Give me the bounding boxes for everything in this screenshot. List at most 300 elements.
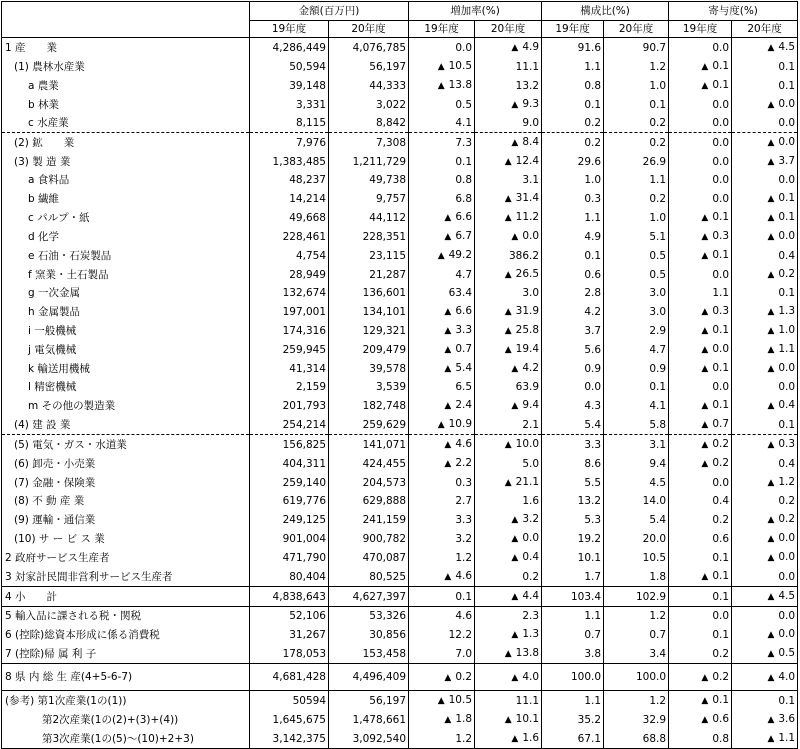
value-cell: 5.0: [475, 454, 542, 473]
value-cell: 2.9: [604, 321, 669, 340]
value-cell: [409, 691, 475, 711]
negative-triangle-icon: ▲: [511, 734, 519, 744]
row-label: 6 (控除)総資本形成に係る消費税: [2, 625, 250, 644]
negative-triangle-icon: ▲: [444, 440, 452, 450]
header-year-20: 20年度: [475, 21, 542, 38]
value-cell: [475, 189, 542, 208]
value-cell: 48,237: [250, 171, 329, 189]
value-cell: [475, 95, 542, 114]
value-text: 0.0: [778, 532, 796, 544]
value-text: 0.0: [778, 136, 796, 148]
table-row: [2, 114, 798, 133]
negative-triangle-icon: ▲: [504, 715, 512, 725]
table-row: [2, 302, 798, 321]
value-cell: 5.5: [542, 473, 604, 492]
value-cell: 0.0: [732, 567, 798, 587]
negative-triangle-icon: ▲: [444, 459, 452, 469]
value-cell: [669, 359, 732, 378]
value-text: 0.1: [712, 324, 730, 336]
row-label: 2 政府サービス生産者: [2, 548, 250, 567]
value-cell: [732, 664, 798, 691]
negative-triangle-icon: ▲: [504, 326, 512, 336]
negative-triangle-icon: ▲: [701, 232, 709, 242]
value-cell: [732, 38, 798, 58]
negative-triangle-icon: ▲: [767, 307, 775, 317]
value-cell: 29.6: [542, 152, 604, 171]
value-cell: [732, 189, 798, 208]
value-cell: [409, 208, 475, 227]
value-cell: [669, 435, 732, 455]
row-label: k 輸送用機械: [2, 359, 250, 378]
negative-triangle-icon: ▲: [767, 100, 775, 110]
value-cell: [732, 396, 798, 415]
value-text: 26.5: [515, 268, 540, 280]
value-text: 0.0: [778, 551, 796, 563]
value-cell: 629,888: [329, 492, 409, 510]
value-cell: 1.2: [604, 691, 669, 711]
value-text: 4.4: [522, 590, 540, 602]
value-cell: [732, 359, 798, 378]
value-cell: [475, 152, 542, 171]
value-cell: 1.1: [542, 57, 604, 76]
value-text: 0.4: [522, 551, 540, 563]
table-row: [2, 454, 798, 473]
table-row: [2, 510, 798, 529]
value-cell: 249,125: [250, 510, 329, 529]
value-cell: 3,539: [329, 378, 409, 396]
value-cell: 0.1: [542, 246, 604, 265]
row-label: (4) 建 設 業: [2, 415, 250, 435]
value-cell: 0.0: [669, 189, 732, 208]
value-cell: [732, 302, 798, 321]
negative-triangle-icon: ▲: [437, 81, 445, 91]
value-cell: [732, 265, 798, 284]
table-row: [2, 644, 798, 664]
value-cell: 0.9: [604, 359, 669, 378]
negative-triangle-icon: ▲: [504, 307, 512, 317]
value-text: 4.6: [455, 438, 473, 450]
value-cell: 21,287: [329, 265, 409, 284]
value-cell: 90.7: [604, 38, 669, 58]
negative-triangle-icon: ▲: [767, 649, 775, 659]
value-cell: [669, 664, 732, 691]
table-row: [2, 359, 798, 378]
negative-triangle-icon: ▲: [767, 232, 775, 242]
negative-triangle-icon: ▲: [504, 649, 512, 659]
value-text: 2.4: [455, 399, 473, 411]
header-row-groups: [2, 2, 798, 21]
header-year-20: 20年度: [329, 21, 409, 38]
value-cell: 13.2: [475, 76, 542, 95]
table-row: [2, 227, 798, 246]
value-cell: [669, 691, 732, 711]
value-cell: 1.2: [604, 607, 669, 626]
value-cell: 4.1: [409, 114, 475, 133]
negative-triangle-icon: ▲: [511, 515, 519, 525]
negative-triangle-icon: ▲: [437, 251, 445, 261]
value-cell: [732, 710, 798, 729]
negative-triangle-icon: ▲: [767, 326, 775, 336]
value-cell: 0.1: [732, 57, 798, 76]
value-cell: [732, 340, 798, 359]
value-cell: 0.5: [604, 265, 669, 284]
value-text: 10.0: [515, 438, 540, 450]
value-text: 12.4: [515, 155, 540, 167]
value-text: 0.1: [712, 362, 730, 374]
row-label: 第2次産業(1の(2)+(3)+(4)): [2, 710, 250, 729]
value-text: 0.1: [778, 211, 796, 223]
negative-triangle-icon: ▲: [511, 138, 519, 148]
negative-triangle-icon: ▲: [701, 401, 709, 411]
value-text: 1.1: [778, 343, 796, 355]
value-cell: 259,945: [250, 340, 329, 359]
value-cell: [475, 302, 542, 321]
value-cell: 14,214: [250, 189, 329, 208]
value-cell: 178,053: [250, 644, 329, 664]
value-text: 3.7: [778, 155, 796, 167]
value-cell: 0.0: [669, 152, 732, 171]
value-cell: 1.1: [542, 691, 604, 711]
negative-triangle-icon: ▲: [444, 307, 452, 317]
header-year-19: 19年度: [542, 21, 604, 38]
row-label: 5 輸入品に課される税・関税: [2, 607, 250, 626]
value-cell: 4.2: [542, 302, 604, 321]
row-label: (3) 製 造 業: [2, 152, 250, 171]
value-cell: [732, 729, 798, 749]
row-label: i 一般機械: [2, 321, 250, 340]
table-row: [2, 208, 798, 227]
value-text: 0.2: [455, 670, 473, 683]
value-cell: 2.1: [475, 415, 542, 435]
value-cell: [669, 227, 732, 246]
value-cell: [409, 454, 475, 473]
value-text: 0.0: [778, 98, 796, 110]
row-label: 8 県 内 総 生 産(4+5-6-7): [2, 664, 250, 691]
row-label: (1) 農林水産業: [2, 57, 250, 76]
value-text: 0.3: [712, 305, 730, 317]
negative-triangle-icon: ▲: [701, 81, 709, 91]
value-cell: 900,782: [329, 529, 409, 548]
row-label: m その他の製造業: [2, 396, 250, 415]
value-cell: 0.7: [542, 625, 604, 644]
negative-triangle-icon: ▲: [444, 232, 452, 242]
value-text: 13.8: [515, 647, 540, 659]
value-cell: 204,573: [329, 473, 409, 492]
row-label: j 電気機械: [2, 340, 250, 359]
value-cell: 2.3: [475, 607, 542, 626]
value-cell: 6.8: [409, 189, 475, 208]
value-cell: [732, 473, 798, 492]
value-cell: 2,159: [250, 378, 329, 396]
value-cell: 9,757: [329, 189, 409, 208]
negative-triangle-icon: ▲: [511, 553, 519, 563]
value-cell: 0.1: [669, 548, 732, 567]
table-row: [2, 415, 798, 435]
header-year-20: 20年度: [604, 21, 669, 38]
value-cell: 35.2: [542, 710, 604, 729]
negative-triangle-icon: ▲: [767, 440, 775, 450]
value-cell: 0.1: [669, 625, 732, 644]
value-cell: [475, 529, 542, 548]
negative-triangle-icon: ▲: [504, 345, 512, 355]
value-cell: 0.9: [542, 359, 604, 378]
negative-triangle-icon: ▲: [767, 43, 775, 53]
value-cell: 0.3: [409, 473, 475, 492]
value-cell: 32.9: [604, 710, 669, 729]
value-cell: 3,331: [250, 95, 329, 114]
value-text: 0.0: [778, 362, 796, 374]
value-cell: [669, 208, 732, 227]
value-cell: 0.2: [669, 644, 732, 664]
value-text: 13.8: [448, 79, 473, 91]
value-cell: 1,478,661: [329, 710, 409, 729]
negative-triangle-icon: ▲: [767, 364, 775, 374]
value-cell: 0.0: [669, 378, 732, 396]
negative-triangle-icon: ▲: [767, 553, 775, 563]
value-cell: [475, 321, 542, 340]
value-cell: 0.2: [669, 510, 732, 529]
negative-triangle-icon: ▲: [444, 345, 452, 355]
negative-triangle-icon: ▲: [701, 62, 709, 72]
value-cell: 259,140: [250, 473, 329, 492]
value-cell: 12.2: [409, 625, 475, 644]
value-cell: 1.8: [604, 567, 669, 587]
table-row: [2, 133, 798, 153]
value-cell: 259,629: [329, 415, 409, 435]
value-cell: 4.3: [542, 396, 604, 415]
negative-triangle-icon: ▲: [504, 440, 512, 450]
value-cell: 182,748: [329, 396, 409, 415]
value-cell: 53,326: [329, 607, 409, 626]
value-cell: [475, 208, 542, 227]
value-cell: 4,681,428: [250, 664, 329, 691]
value-cell: 91.6: [542, 38, 604, 58]
value-cell: [409, 359, 475, 378]
value-cell: 8,842: [329, 114, 409, 133]
value-cell: [475, 548, 542, 567]
value-cell: 4.9: [542, 227, 604, 246]
value-cell: 134,101: [329, 302, 409, 321]
value-cell: [732, 644, 798, 664]
value-cell: 0.2: [604, 133, 669, 153]
value-text: 0.6: [712, 713, 730, 725]
value-cell: 11.1: [475, 57, 542, 76]
negative-triangle-icon: ▲: [767, 213, 775, 223]
value-cell: [409, 76, 475, 95]
row-label: l 精密機械: [2, 378, 250, 396]
value-text: 19.4: [515, 343, 540, 355]
value-text: 0.5: [778, 647, 796, 659]
value-cell: 3.3: [409, 510, 475, 529]
negative-triangle-icon: ▲: [504, 478, 512, 488]
value-cell: 28,949: [250, 265, 329, 284]
value-text: 6.6: [455, 211, 473, 223]
table-row: [2, 691, 798, 711]
table-row: [2, 265, 798, 284]
value-text: 0.0: [522, 532, 540, 544]
value-cell: [475, 664, 542, 691]
header-composition: 構成比(%): [542, 2, 669, 21]
value-cell: 209,479: [329, 340, 409, 359]
value-text: 1.3: [778, 305, 796, 317]
value-text: 0.0: [778, 628, 796, 640]
value-text: 1.6: [522, 732, 540, 744]
value-text: 0.1: [712, 79, 730, 91]
negative-triangle-icon: ▲: [701, 696, 709, 706]
value-cell: 0.1: [732, 76, 798, 95]
row-label: d 化学: [2, 227, 250, 246]
value-cell: [475, 227, 542, 246]
value-cell: [475, 587, 542, 607]
negative-triangle-icon: ▲: [701, 364, 709, 374]
value-cell: 0.0: [409, 38, 475, 58]
value-cell: [409, 435, 475, 455]
value-cell: 4,286,449: [250, 38, 329, 58]
value-text: 0.2: [778, 268, 796, 280]
value-cell: 0.4: [732, 246, 798, 265]
value-text: 0.1: [712, 60, 730, 72]
table-row: [2, 396, 798, 415]
negative-triangle-icon: ▲: [767, 194, 775, 204]
table-body: [2, 38, 798, 749]
value-cell: 0.0: [669, 265, 732, 284]
value-cell: 0.1: [732, 691, 798, 711]
row-label: e 石油・石炭製品: [2, 246, 250, 265]
table-row: [2, 95, 798, 114]
value-cell: 3.1: [475, 171, 542, 189]
value-cell: [669, 415, 732, 435]
value-cell: 68.8: [604, 729, 669, 749]
value-cell: 5.6: [542, 340, 604, 359]
value-cell: [475, 340, 542, 359]
value-cell: 44,333: [329, 76, 409, 95]
value-cell: 201,793: [250, 396, 329, 415]
negative-triangle-icon: ▲: [444, 401, 452, 411]
value-cell: 0.6: [542, 265, 604, 284]
value-cell: 0.1: [732, 415, 798, 435]
value-cell: 0.0: [732, 607, 798, 626]
value-cell: 41,314: [250, 359, 329, 378]
value-text: 10.5: [448, 60, 473, 72]
value-cell: 0.0: [542, 378, 604, 396]
row-label: 4 小 計: [2, 587, 250, 607]
header-blank-cell: [2, 2, 250, 38]
row-label: (8) 不 動 産 業: [2, 492, 250, 510]
value-cell: [732, 95, 798, 114]
value-text: 6.7: [455, 230, 473, 242]
value-cell: 3.0: [475, 284, 542, 302]
value-cell: 0.0: [669, 95, 732, 114]
row-label: b 林業: [2, 95, 250, 114]
value-text: 4.2: [522, 362, 540, 374]
value-cell: 156,825: [250, 435, 329, 455]
table-row: [2, 607, 798, 626]
value-cell: 4.7: [409, 265, 475, 284]
value-cell: [669, 321, 732, 340]
value-text: 0.4: [778, 399, 796, 411]
value-text: 0.2: [712, 457, 730, 469]
value-cell: 30,856: [329, 625, 409, 644]
value-cell: [475, 435, 542, 455]
value-text: 0.2: [712, 438, 730, 450]
value-cell: 386.2: [475, 246, 542, 265]
negative-triangle-icon: ▲: [701, 440, 709, 450]
value-cell: 39,148: [250, 76, 329, 95]
value-cell: 1,211,729: [329, 152, 409, 171]
value-cell: 2.7: [409, 492, 475, 510]
value-cell: 3,142,375: [250, 729, 329, 749]
negative-triangle-icon: ▲: [437, 62, 445, 72]
value-cell: 31,267: [250, 625, 329, 644]
value-cell: 63.9: [475, 378, 542, 396]
value-text: 0.3: [712, 230, 730, 242]
value-cell: 4.5: [604, 473, 669, 492]
value-cell: 11.1: [475, 691, 542, 711]
value-cell: 9.0: [475, 114, 542, 133]
value-cell: 0.0: [732, 171, 798, 189]
value-cell: 0.1: [409, 587, 475, 607]
value-cell: [732, 548, 798, 567]
value-cell: 3.2: [409, 529, 475, 548]
table-row: [2, 57, 798, 76]
value-cell: 7,976: [250, 133, 329, 153]
value-cell: 404,311: [250, 454, 329, 473]
table-row: [2, 76, 798, 95]
table-row: [2, 38, 798, 58]
value-cell: 4.7: [604, 340, 669, 359]
value-cell: 0.2: [604, 189, 669, 208]
value-cell: 3.7: [542, 321, 604, 340]
value-cell: 0.1: [409, 152, 475, 171]
negative-triangle-icon: ▲: [701, 672, 709, 683]
value-cell: 0.4: [732, 454, 798, 473]
value-cell: [669, 454, 732, 473]
table-row: [2, 664, 798, 691]
value-cell: 471,790: [250, 548, 329, 567]
value-cell: 4.1: [604, 396, 669, 415]
value-cell: 100.0: [542, 664, 604, 691]
value-cell: 228,351: [329, 227, 409, 246]
negative-triangle-icon: ▲: [767, 734, 775, 744]
negative-triangle-icon: ▲: [767, 592, 775, 602]
negative-triangle-icon: ▲: [767, 515, 775, 525]
value-cell: 19.2: [542, 529, 604, 548]
value-cell: [732, 510, 798, 529]
row-label: f 窯業・土石製品: [2, 265, 250, 284]
value-cell: 103.4: [542, 587, 604, 607]
row-label: a 農業: [2, 76, 250, 95]
value-text: 3.3: [455, 324, 473, 336]
negative-triangle-icon: ▲: [444, 364, 452, 374]
negative-triangle-icon: ▲: [767, 138, 775, 148]
value-cell: 5.4: [542, 415, 604, 435]
value-text: 11.2: [515, 211, 540, 223]
value-cell: 56,197: [329, 57, 409, 76]
row-label: (参考) 第1次産業(1の(1)): [2, 691, 250, 711]
value-cell: [732, 587, 798, 607]
value-cell: 0.4: [669, 492, 732, 510]
value-text: 6.6: [455, 305, 473, 317]
value-cell: [475, 359, 542, 378]
value-cell: 0.3: [542, 189, 604, 208]
negative-triangle-icon: ▲: [767, 157, 775, 167]
value-cell: [475, 473, 542, 492]
value-cell: 10.1: [542, 548, 604, 567]
value-cell: 4,838,643: [250, 587, 329, 607]
negative-triangle-icon: ▲: [767, 345, 775, 355]
row-label: 7 (控除)帰 属 利 子: [2, 644, 250, 664]
value-cell: 0.8: [542, 76, 604, 95]
